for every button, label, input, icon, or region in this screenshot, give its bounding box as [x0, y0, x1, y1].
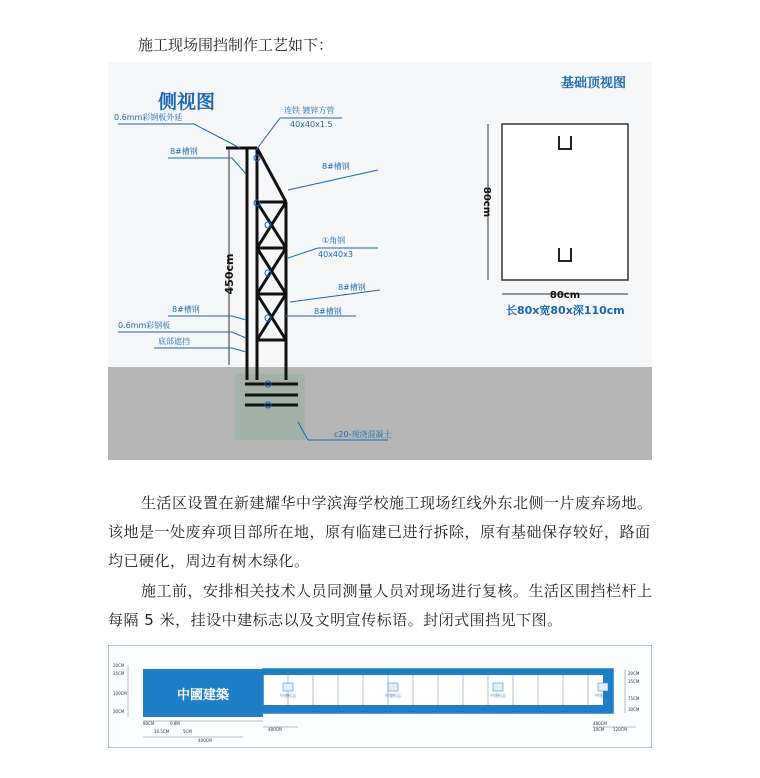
left-dim-3: 100CM [113, 691, 127, 696]
label-angle-size: 40x40x3 [318, 250, 353, 259]
right-dim-3: 75CM [628, 696, 640, 701]
label-channel-5: 8#槽钢 [172, 305, 200, 314]
label-bottom: 底部遮挡 [158, 337, 190, 346]
bottom-dim-4: 5CM [183, 729, 192, 734]
bottom-dim-3: 10.5CM [154, 729, 170, 734]
label-plate: 0.6mm彩钢板 [118, 321, 171, 330]
panel-logo-3: 中建标志 [490, 693, 506, 698]
ground-section [108, 367, 652, 460]
foundation-width-dimension: 80cm [549, 290, 581, 301]
left-dim-1: 20CM [113, 663, 125, 668]
label-channel-2: 8#槽钢 [322, 162, 350, 171]
fence-elevation-figure [108, 645, 652, 748]
paragraph-fence: 施工前，安排相关技术人员同测量人员对现场进行复核。生活区围挡栏杆上每隔 5 米，挂设中建标志以及文明宣传标语。封闭式围挡见下图。 [108, 582, 653, 629]
panel-logo-2: 中建标志 [385, 693, 401, 698]
foundation-depth-dimension: 80cm [481, 186, 492, 218]
bottom-dim-8: 10CM [593, 727, 605, 732]
foundation-plan [502, 124, 628, 280]
panel-logo-4: 中建标志 [595, 693, 611, 698]
side-view-title: 侧视图 [158, 91, 216, 113]
label-concrete: c20-现浇混凝土 [334, 430, 392, 439]
label-tube: 连铁 镀锌方管 [284, 106, 335, 115]
bottom-dim-9: 120CM [613, 727, 627, 732]
intro-line: 施工现场围挡制作工艺如下： [138, 36, 334, 54]
bottom-dim-2: 0.8M [170, 721, 180, 726]
panel-logo-1: 中建标志 [280, 693, 296, 698]
bottom-dim-5: 400CM [198, 738, 212, 743]
label-channel-4: 8#槽钢 [314, 307, 342, 316]
left-dim-4: 30CM [113, 709, 125, 714]
bottom-dim-1: 80CM [143, 721, 155, 726]
fence-structure-figure [108, 62, 652, 460]
label-steel-ext: 0.6mm彩钢板外延 [114, 113, 183, 122]
bottom-dim-7: 480CM [593, 721, 607, 726]
label-channel-3: 8#槽钢 [338, 283, 366, 292]
right-dim-1: 20CM [628, 671, 640, 676]
paragraph-site: 生活区设置在新建耀华中学滨海学校施工现场红线外东北侧一片废弃场地。该地是一处废弃项目部所在地，原有临建已进行拆除，原有基础保存较好，路面均已硬化，周边有树木绿化。 [108, 494, 653, 570]
left-dim-2: 35CM [113, 671, 125, 676]
label-angle: ①角钢 [322, 236, 346, 245]
right-dim-4: 30CM [628, 707, 640, 712]
sign-text: 中國建築 [176, 688, 230, 703]
height-dimension: 450cm [223, 253, 236, 295]
foundation-caption: 长80x宽80x深110cm [506, 304, 625, 317]
bottom-dim-6: 480CM [268, 727, 282, 732]
right-dim-2: 35CM [628, 679, 640, 684]
label-channel-1: 8#槽钢 [170, 147, 198, 156]
top-view-title: 基础顶视图 [561, 76, 627, 91]
label-tube-size: 40x40x1.5 [290, 120, 333, 129]
